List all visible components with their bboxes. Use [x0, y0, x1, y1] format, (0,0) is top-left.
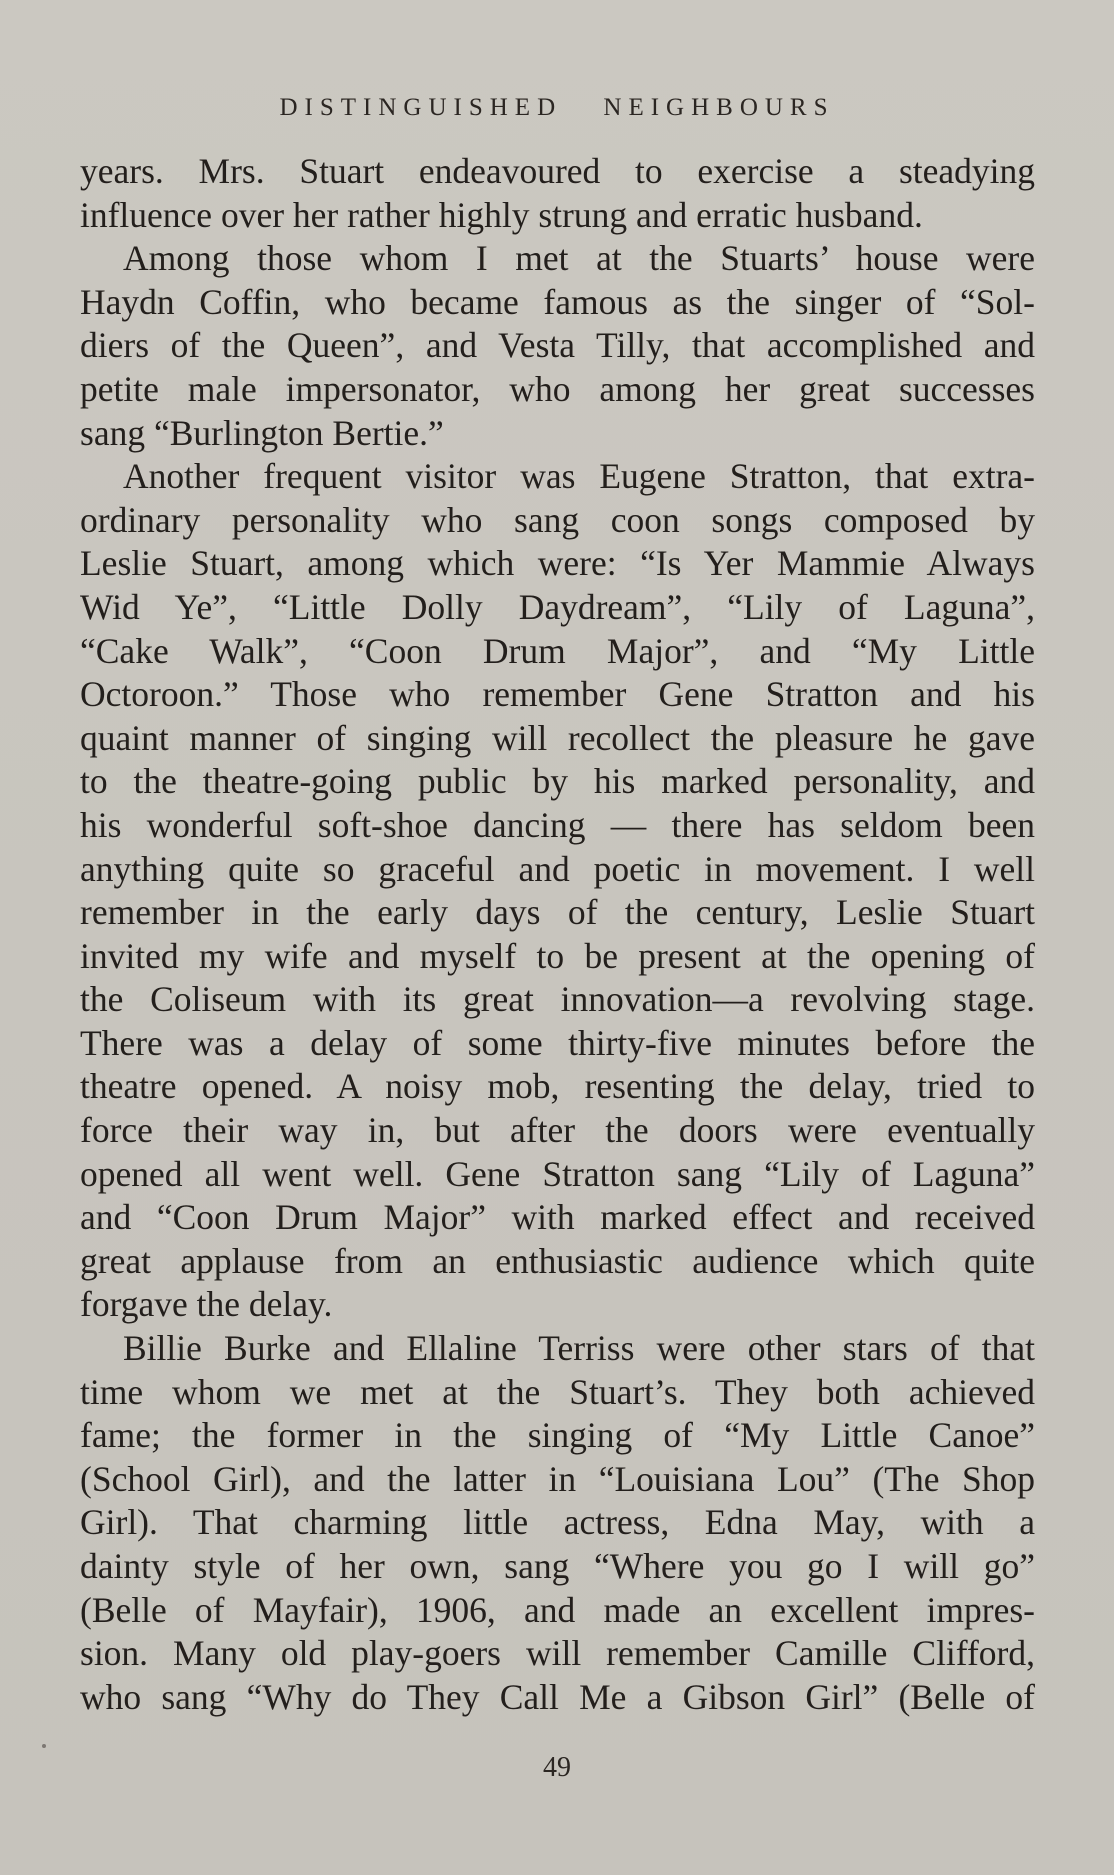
text-line: the Coliseum with its great innovation—a revolving stage.	[80, 979, 1035, 1020]
text-line: Among those whom I met at the Stuarts’ house were	[123, 238, 1035, 279]
text-line: sang “Burlington Bertie.”	[80, 412, 444, 453]
text-line: sion. Many old play-goers will remember Camille Clifford,	[80, 1633, 1035, 1674]
text-line: diers of the Queen”, and Vesta Tilly, that accomplished and	[80, 325, 1035, 366]
text-line: forgave the delay.	[80, 1284, 333, 1325]
text-line: invited my wife and myself to be present at the opening of	[80, 935, 1035, 976]
text-line: years. Mrs. Stuart endeavoured to exercise a steadying	[80, 151, 1035, 191]
text-line: opened all went well. Gene Stratton sang “Lily of Laguna”	[80, 1153, 1035, 1194]
text-line: remember in the early days of the century, Leslie Stuart	[80, 892, 1035, 933]
text-line: his wonderful soft-shoe dancing — there has seldom been	[80, 804, 1035, 845]
body-text	[80, 150, 1035, 1719]
text-line: fame; the former in the singing of “My Little Canoe”	[80, 1415, 1035, 1456]
running-head	[0, 94, 1114, 122]
text-line: quaint manner of singing will recollect the pleasure he gave	[80, 717, 1035, 758]
text-line: Haydn Coffin, who became famous as the singer of “Sol-	[80, 281, 1035, 322]
paper-speck	[42, 1744, 46, 1748]
text-line: time whom we met at the Stuart’s. They both achieved	[80, 1371, 1035, 1412]
text-line: petite male impersonator, who among her great successes	[80, 368, 1035, 409]
text-line: anything quite so graceful and poetic in movement. I well	[80, 848, 1035, 889]
text-line: (School Girl), and the latter in “Louisiana Lou” (The Shop	[80, 1458, 1035, 1499]
text-line: great applause from an enthusiastic audience which quite	[80, 1240, 1035, 1281]
page-number: 49	[543, 1752, 571, 1783]
text-line: influence over her rather highly strung and erratic husband.	[80, 194, 923, 235]
text-line: theatre opened. A noisy mob, resenting the delay, tried to	[80, 1066, 1035, 1107]
text-line: Wid Ye”, “Little Dolly Daydream”, “Lily of Laguna”,	[80, 586, 1035, 627]
text-line: There was a delay of some thirty-five minutes before the	[80, 1022, 1035, 1063]
text-line: force their way in, but after the doors were eventually	[80, 1110, 1035, 1151]
text-line: Girl). That charming little actress, Edna May, with a	[80, 1502, 1035, 1543]
text-line: and “Coon Drum Major” with marked effect and received	[80, 1197, 1035, 1238]
text-line: Another frequent visitor was Eugene Stratton, that extra-	[123, 456, 1035, 497]
text-line: who sang “Why do They Call Me a Gibson Girl” (Belle of	[80, 1676, 1035, 1717]
text-line: “Cake Walk”, “Coon Drum Major”, and “My Little	[80, 630, 1035, 671]
text-line: Billie Burke and Ellaline Terriss were other stars of that	[123, 1328, 1035, 1369]
text-line: to the theatre-going public by his marked personality, and	[80, 761, 1035, 802]
text-line: (Belle of Mayfair), 1906, and made an excellent impres-	[80, 1589, 1035, 1630]
text-line: dainty style of her own, sang “Where you go I will go”	[80, 1546, 1035, 1586]
running-head-word-1: DISTINGUISHED	[279, 94, 563, 121]
text-line: ordinary personality who sang coon songs composed by	[80, 499, 1035, 540]
running-head-word-2: NEIGHBOURS	[603, 94, 835, 121]
text-line: Octoroon.” Those who remember Gene Stratton and his	[80, 674, 1035, 715]
text-line: Leslie Stuart, among which were: “Is Yer Mammie Always	[80, 543, 1035, 584]
